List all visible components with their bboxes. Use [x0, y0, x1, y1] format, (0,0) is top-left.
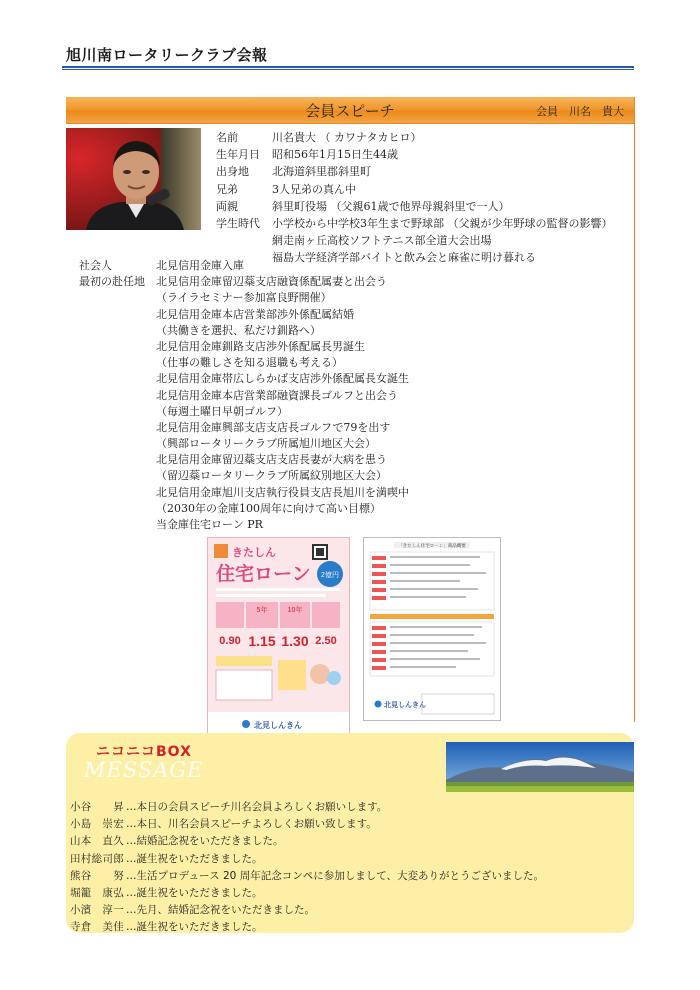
career-value: 北見信用金庫留辺蘂支店融資係配属妻と出会う	[156, 275, 387, 289]
message-row	[70, 816, 630, 833]
loan-flyer-front	[207, 537, 350, 739]
header-rule	[62, 66, 634, 68]
career-label: 社会人	[79, 259, 112, 272]
profile-value: 3人兄弟の真ん中	[272, 182, 356, 196]
svg-text:2億円: 2億円	[321, 572, 339, 579]
message-row	[70, 833, 630, 850]
career-row	[79, 355, 619, 371]
message-text: …本日、川名会員スピーチよろしくお願い致します。	[126, 818, 377, 831]
profile-row	[216, 163, 636, 180]
niko-niko-box	[66, 733, 634, 933]
career-row	[79, 339, 619, 355]
career-value: 北見信用金庫本店営業部渉外係配属結婚	[156, 307, 354, 321]
message-text: …先月、結婚記念祝をいただきました。	[126, 904, 315, 917]
profile-list	[216, 129, 636, 267]
career-label: 最初の赴任地	[79, 275, 145, 289]
career-value: （興部ロータリークラブ所属旭川地区大会）	[156, 437, 376, 451]
career-label	[79, 339, 156, 355]
profile-label: 出身地	[216, 165, 249, 179]
flyer-bank: 北見しんきん	[254, 721, 302, 730]
profile-row	[216, 181, 636, 198]
member-speech-section	[66, 97, 635, 730]
flyer-back-bank: 北見しんきん	[384, 702, 426, 709]
career-row	[79, 274, 619, 290]
message-row	[70, 799, 630, 816]
profile-row	[216, 146, 636, 163]
flyer-rate: 1.30	[281, 633, 309, 649]
career-row	[79, 501, 619, 517]
career-label	[79, 388, 156, 404]
career-value: 北見信用金庫入庫	[156, 259, 244, 272]
career-value: （仕事の難しさを知る退職も考える）	[156, 356, 343, 370]
profile-value: 川名貴大 （ カワナタカヒロ）	[272, 131, 422, 144]
niko-title: ニコニコBOX	[96, 744, 192, 760]
career-value: 北見信用金庫留辺蘂支店支店長妻が大病を患う	[156, 453, 387, 467]
profile-value: 昭和56年1月15日生44歳	[272, 148, 398, 162]
profile-label: 両親	[216, 199, 238, 213]
profile-row	[216, 129, 636, 146]
career-label	[79, 404, 156, 420]
career-label	[79, 371, 156, 387]
flyer-rate: 2.50	[315, 635, 337, 647]
career-value: （ライラセミナー参加富良野開催）	[156, 291, 332, 305]
career-label	[79, 452, 156, 468]
career-row	[79, 404, 619, 420]
flyer-rate: 1.15	[248, 633, 276, 649]
career-value: （2030年の金庫100周年に向けて高い目標）	[156, 501, 381, 515]
career-label	[79, 436, 156, 452]
message-text: …誕生祝をいただきました。	[126, 852, 263, 865]
career-row	[79, 517, 619, 533]
message-row	[70, 902, 630, 919]
banner-underline	[66, 123, 634, 124]
career-row	[79, 290, 619, 306]
loan-flyer-back	[363, 537, 501, 721]
header-rule-thin	[62, 69, 634, 70]
message-name: 熊谷 努	[70, 869, 124, 882]
profile-value: 小学校から中学校3年生まで野球部 （父親が少年野球の監督の影響）	[272, 216, 613, 230]
flyer-badge: 10年	[287, 607, 303, 614]
career-label	[79, 323, 156, 339]
career-value: （留辺蘂ロータリークラブ所属紋別地区大会）	[156, 469, 387, 483]
career-label	[79, 307, 156, 323]
mountain-photo	[446, 742, 634, 792]
profile-label: 兄弟	[216, 182, 238, 196]
career-row	[79, 388, 619, 404]
profile-value: 網走南ヶ丘高校ソフトテニス部全道大会出場	[272, 234, 492, 248]
message-text: …結婚記念祝をいただきました。	[126, 835, 284, 848]
message-name: 寺倉 美佳	[70, 921, 124, 934]
message-name: 田村総司郎	[70, 852, 124, 865]
career-value: 北見信用金庫釧路支店渉外係配属長男誕生	[156, 339, 365, 353]
career-label	[79, 355, 156, 371]
message-name: 山本 直久	[70, 835, 124, 848]
flyer-back-header: 「きたしん住宅ローン」商品概要	[398, 543, 466, 548]
flyer-rate: 0.90	[219, 635, 241, 647]
profile-value: 福島大学経済学部バイトと飲み会と麻雀に明け暮れる	[272, 251, 536, 265]
niko-subtitle: MESSAGE	[84, 758, 204, 782]
message-text: …誕生祝をいただきました。	[126, 921, 263, 934]
speaker-photo	[66, 128, 201, 230]
speech-title: 会員スピーチ	[305, 102, 395, 120]
message-list	[70, 799, 630, 937]
career-value: 北見信用金庫帯広しらかば支店渉外係配属長女誕生	[156, 372, 409, 386]
career-value: （毎週土曜日早朝ゴルフ）	[156, 404, 288, 418]
flyer-brand: きたしん	[232, 547, 276, 559]
career-row	[79, 468, 619, 484]
career-label	[79, 468, 156, 484]
career-label	[79, 485, 156, 501]
message-row	[70, 885, 630, 902]
message-text: …本日の会員スピーチ川名会員よろしくお願いします。	[126, 801, 388, 813]
profile-row	[216, 215, 636, 232]
message-name: 小島 崇宏	[70, 818, 124, 831]
career-value: 北見信用金庫興部支店支店長ゴルフで79を出す	[156, 420, 391, 434]
career-row	[79, 323, 619, 339]
newsletter-title: 旭川南ロータリークラブ会報	[66, 46, 268, 64]
career-label	[79, 290, 156, 306]
profile-label	[216, 232, 272, 249]
speech-banner	[66, 97, 634, 123]
career-label	[79, 420, 156, 436]
career-row	[79, 436, 619, 452]
flyer-badge: 5年	[256, 607, 268, 614]
flyer-product: 住宅ローン	[216, 564, 311, 585]
profile-value: 北海道斜里郡斜里町	[272, 165, 371, 179]
career-row	[79, 307, 619, 323]
message-row	[70, 919, 630, 936]
career-value: 北見信用金庫旭川支店執行役員支店長旭川を満喫中	[156, 485, 409, 499]
career-value: （共働きを選択、私だけ釧路へ）	[156, 323, 321, 337]
profile-value: 斜里町役場 （父親61歳で他界母親斜里で一人）	[272, 199, 510, 213]
career-value: 北見信用金庫本店営業部融資課長ゴルフと出会う	[156, 388, 398, 402]
message-name: 小濱 淳一	[70, 904, 124, 917]
career-label	[79, 501, 156, 517]
profile-row	[216, 232, 636, 249]
message-name: 堀籠 康弘	[70, 886, 124, 899]
career-row	[79, 452, 619, 468]
profile-row	[216, 198, 636, 215]
career-row	[79, 371, 619, 387]
career-row	[79, 485, 619, 501]
message-row	[70, 868, 630, 885]
profile-label: 学生時代	[216, 216, 260, 230]
career-row	[79, 420, 619, 436]
career-label	[79, 517, 156, 533]
career-value: 当金庫住宅ローン PR	[156, 518, 263, 531]
speech-speaker: 会員 川名 貴大	[536, 105, 624, 118]
profile-label: 生年月日	[216, 148, 260, 162]
message-name: 小谷 昇	[70, 801, 124, 813]
message-text: …誕生祝をいただきました。	[126, 886, 263, 899]
message-row	[70, 851, 630, 868]
career-row	[79, 258, 619, 274]
profile-label: 名前	[216, 131, 238, 144]
career-list	[79, 258, 619, 533]
message-text: …生活プロデュース 20 周年記念コンペに参加しまして、大変ありがとうございました。	[126, 869, 544, 882]
